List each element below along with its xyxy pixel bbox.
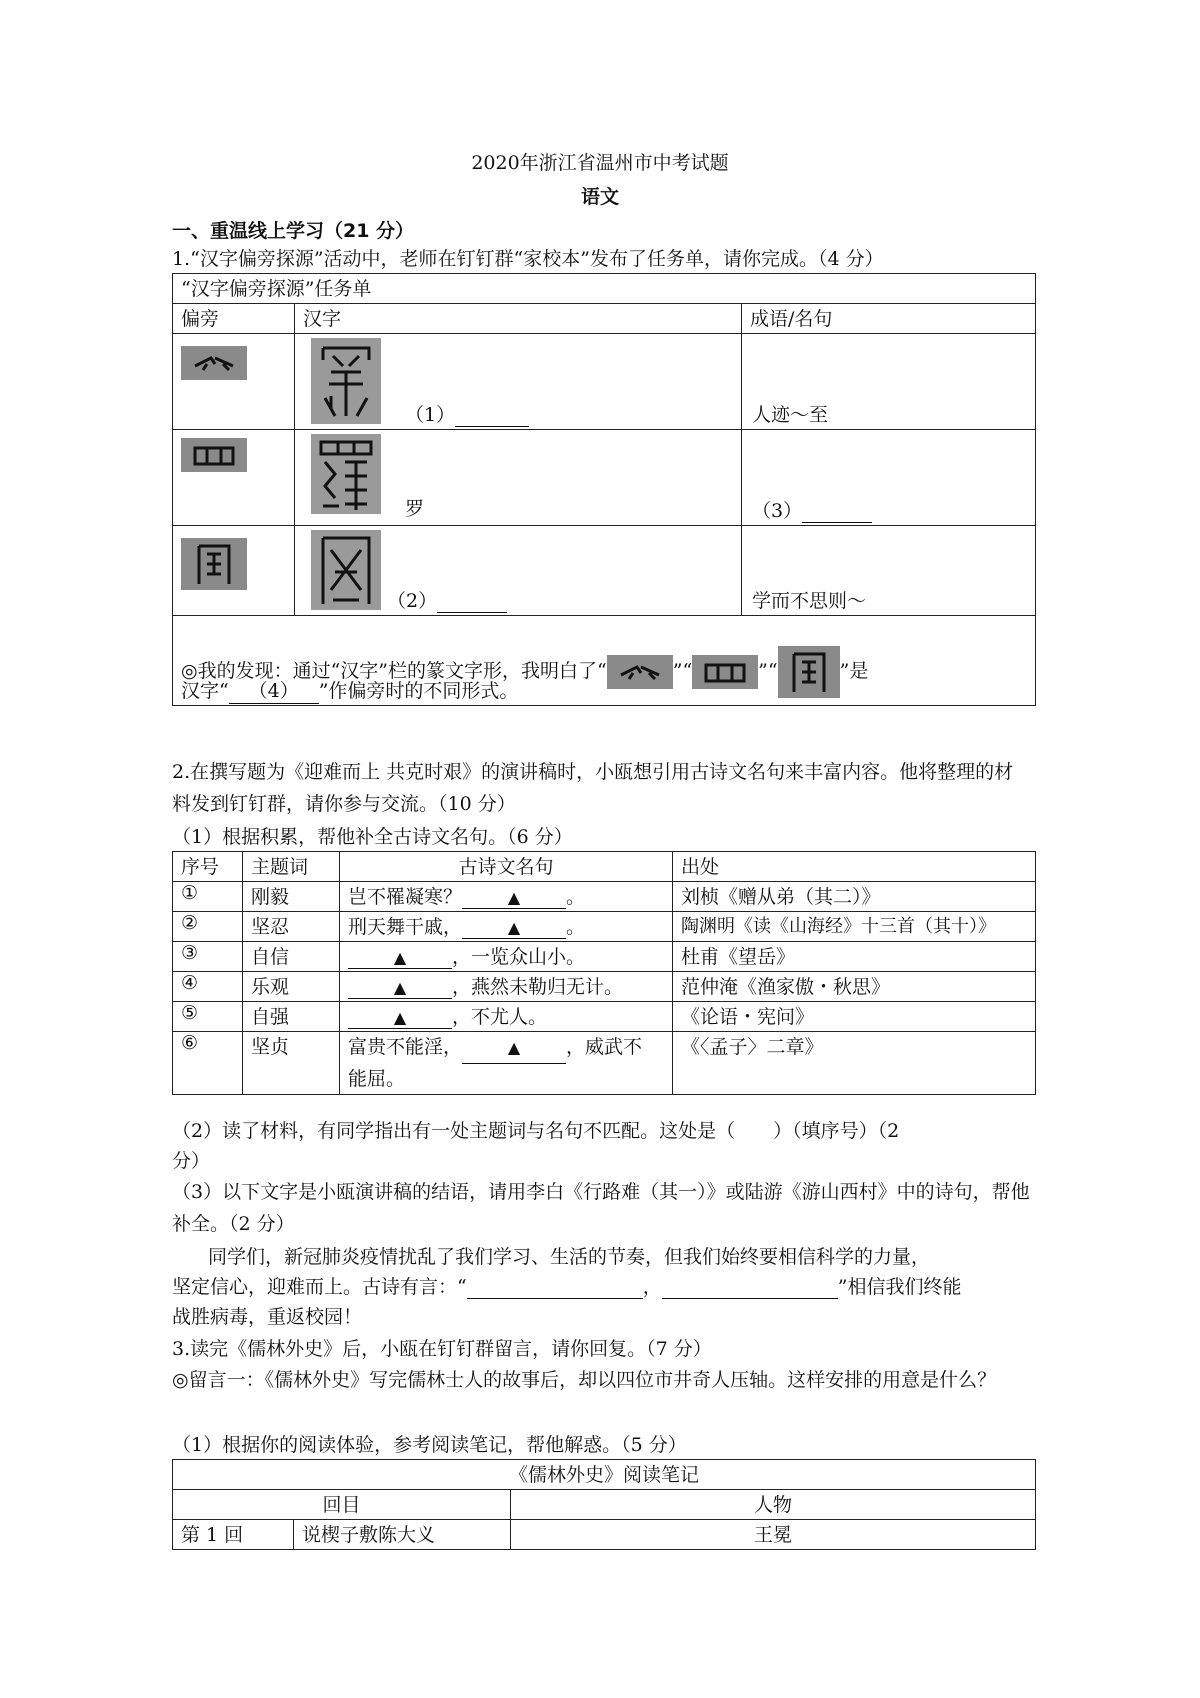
q2-sub2-line2: 分） <box>172 1150 211 1172</box>
col-header: 成语/名句 <box>742 304 1036 334</box>
finding-line2-b: ”作偏旁时的不同形式。 <box>318 680 519 702</box>
row-no: ⑤ <box>173 1002 243 1032</box>
idiom-text: 人迹～至 <box>752 404 829 426</box>
answer-blank-1[interactable] <box>455 404 529 427</box>
col-header: 出处 <box>673 852 1036 882</box>
q3-notes-table <box>172 1459 1036 1550</box>
row-no: ④ <box>173 972 243 1002</box>
triangle-icon: ▲ <box>507 918 521 937</box>
q1-prompt: 1.“汉字偏旁探源”活动中，老师在钉钉群“家校本”发布了任务单，请你完成。（4 分） <box>172 248 884 270</box>
blank-label-1: （1） <box>405 404 456 426</box>
blank-label-3: （3） <box>752 500 803 522</box>
triangle-icon: ▲ <box>507 888 521 907</box>
finding-prefix: ◎我的发现：通过“汉字”栏的篆文字形，我明白了“ <box>181 660 607 682</box>
verse-blank[interactable] <box>462 886 566 909</box>
table-row <box>173 526 1036 616</box>
speech-blank-1[interactable] <box>467 1276 643 1299</box>
verse-post: 。 <box>566 916 586 938</box>
q3-sub1: （1）根据你的阅读体验，参考阅读笔记，帮他解惑。（5 分） <box>172 1434 687 1456</box>
col-header: 古诗文名句 <box>340 852 673 882</box>
verse-pre: 刑天舞干戚， <box>348 916 463 938</box>
finding-suffix: ”是 <box>839 660 869 682</box>
row-theme: 坚忍 <box>243 912 340 942</box>
char-text: 罗 <box>405 498 425 520</box>
idiom-text: 学而不思则～ <box>752 590 867 612</box>
seal-radical-xue-icon <box>181 346 247 380</box>
q1-task-table <box>172 273 1036 706</box>
col-header: 序号 <box>173 852 243 882</box>
table-row <box>173 1032 1036 1095</box>
person-name: 王冕 <box>511 1520 1036 1550</box>
seal-radical-wang-icon <box>181 438 247 472</box>
verse-post: ，燕然未勒归无计。 <box>452 976 624 998</box>
row-theme: 乐观 <box>243 972 340 1002</box>
row-source: 杜甫《望岳》 <box>673 942 1036 972</box>
verse-pre: 富贵不能淫， <box>348 1036 463 1058</box>
row-theme: 自信 <box>243 942 340 972</box>
table-row <box>173 430 1036 526</box>
chapter-no: 第 1 回 <box>173 1520 294 1550</box>
col-header: 偏旁 <box>173 304 295 334</box>
q2-poem-table <box>172 851 1036 1095</box>
row-source: 《〈孟子〉二章》 <box>673 1032 1036 1095</box>
seal-char-wang-icon <box>311 530 381 610</box>
seal-radical-xue-icon <box>607 655 673 689</box>
table-row <box>173 882 1036 912</box>
row-no: ① <box>173 882 243 912</box>
q2-sub1: （1）根据积累，帮他补全古诗文名句。（6 分） <box>172 826 573 848</box>
q2-sub3: （3）以下文字是小瓯演讲稿的结语，请用李白《行路难（其一）》或陆游《游山西村》中的诗句，帮他补全。（2 分） <box>172 1181 1030 1235</box>
row-source: 陶渊明《读《山海经》十三首（其十）》 <box>673 912 1036 942</box>
row-source: 范仲淹《渔家傲・秋思》 <box>673 972 1036 1002</box>
chapter-title: 说楔子敷陈大义 <box>294 1520 511 1550</box>
subject-title: 语文 <box>580 186 619 208</box>
verse-post2: 能屈。 <box>348 1068 406 1090</box>
table-row <box>173 1520 1036 1550</box>
blank-label-4: （4） <box>248 680 299 702</box>
speech-line2-c: ”相信我们终能 <box>837 1276 962 1298</box>
verse-post: ，一览众山小。 <box>452 946 586 968</box>
row-theme: 刚毅 <box>243 882 340 912</box>
verse-post: ，不尤人。 <box>452 1006 548 1028</box>
q2-sub2-line1: （2）读了材料，有同学指出有一处主题词与名句不匹配。这处是（ ）（填序号）（2 <box>172 1120 900 1142</box>
finding-mid: ”“ <box>672 660 693 682</box>
col-header: 汉字 <box>295 304 742 334</box>
speech-line2-a: 坚定信心，迎难而上。古诗有言：“ <box>172 1276 467 1298</box>
verse-blank[interactable] <box>462 1032 566 1064</box>
section-heading: 一、重温线上学习（21 分） <box>172 220 415 242</box>
table-row <box>173 334 1036 430</box>
answer-blank-2[interactable] <box>437 590 507 613</box>
seal-char-luo-icon <box>311 434 381 514</box>
col-header: 主题词 <box>243 852 340 882</box>
speech-blank-2[interactable] <box>662 1276 838 1299</box>
row-source: 刘桢《赠从弟（其二）》 <box>673 882 1036 912</box>
table-row <box>173 942 1036 972</box>
verse-post: 。 <box>566 886 586 908</box>
answer-blank-3[interactable] <box>802 500 872 523</box>
verse-blank[interactable] <box>348 946 452 969</box>
speech-line3: 战胜病毒，重返校园！ <box>172 1306 363 1328</box>
col-header: 人物 <box>511 1490 1036 1520</box>
row-theme: 坚贞 <box>243 1032 340 1095</box>
triangle-icon: ▲ <box>393 978 407 997</box>
seal-radical-wang-icon <box>692 655 758 689</box>
verse-blank[interactable] <box>348 1006 452 1029</box>
q1-table-title: “汉字偏旁探源”任务单 <box>173 274 1036 304</box>
row-theme: 自强 <box>243 1002 340 1032</box>
row-no: ③ <box>173 942 243 972</box>
row-no: ② <box>173 912 243 942</box>
verse-blank[interactable] <box>348 976 452 999</box>
finding-row <box>173 616 1036 706</box>
blank-label-2: （2） <box>387 590 438 612</box>
page-title: 2020年浙江省温州市中考试题 <box>471 152 729 174</box>
q2-prompt: 2.在撰写题为《迎难而上 共克时艰》的演讲稿时，小瓯想引用古诗文名句来丰富内容。他将整理的材料发到钉钉群，请你参与交流。（10 分） <box>172 761 1014 815</box>
q3-table-title: 《儒林外史》阅读笔记 <box>173 1460 1036 1490</box>
triangle-icon: ▲ <box>393 1008 407 1027</box>
q3-msg1: ◎留言一：《儒林外史》写完儒林士人的故事后，却以四位市井奇人压轴。这样安排的用意是什么？ <box>172 1369 997 1391</box>
verse-pre: 岂不罹凝寒？ <box>348 886 463 908</box>
verse-post: ，威武不 <box>566 1036 643 1058</box>
speech-line2-b: ， <box>642 1276 662 1298</box>
col-header: 回目 <box>173 1490 511 1520</box>
seal-radical-jiong-icon <box>778 646 840 698</box>
q3-prompt: 3.读完《儒林外史》后，小瓯在钉钉群留言，请你回复。（7 分） <box>172 1338 712 1360</box>
finding-line2-a: 汉字“ <box>181 680 229 702</box>
seal-radical-jiong-icon <box>181 538 247 590</box>
finding-mid: ”“ <box>758 660 778 682</box>
speech-line1: 同学们，新冠肺炎疫情扰乱了我们学习、生活的节奏，但我们始终要相信科学的力量， <box>208 1246 931 1268</box>
triangle-icon: ▲ <box>507 1038 521 1057</box>
table-row <box>173 912 1036 942</box>
triangle-icon: ▲ <box>393 948 407 967</box>
table-row <box>173 972 1036 1002</box>
answer-blank-4[interactable] <box>229 676 319 704</box>
table-row <box>173 1002 1036 1032</box>
row-source: 《论语・宪问》 <box>673 1002 1036 1032</box>
verse-blank[interactable] <box>462 916 566 939</box>
row-no: ⑥ <box>173 1032 243 1095</box>
seal-char-han-icon <box>311 338 381 424</box>
